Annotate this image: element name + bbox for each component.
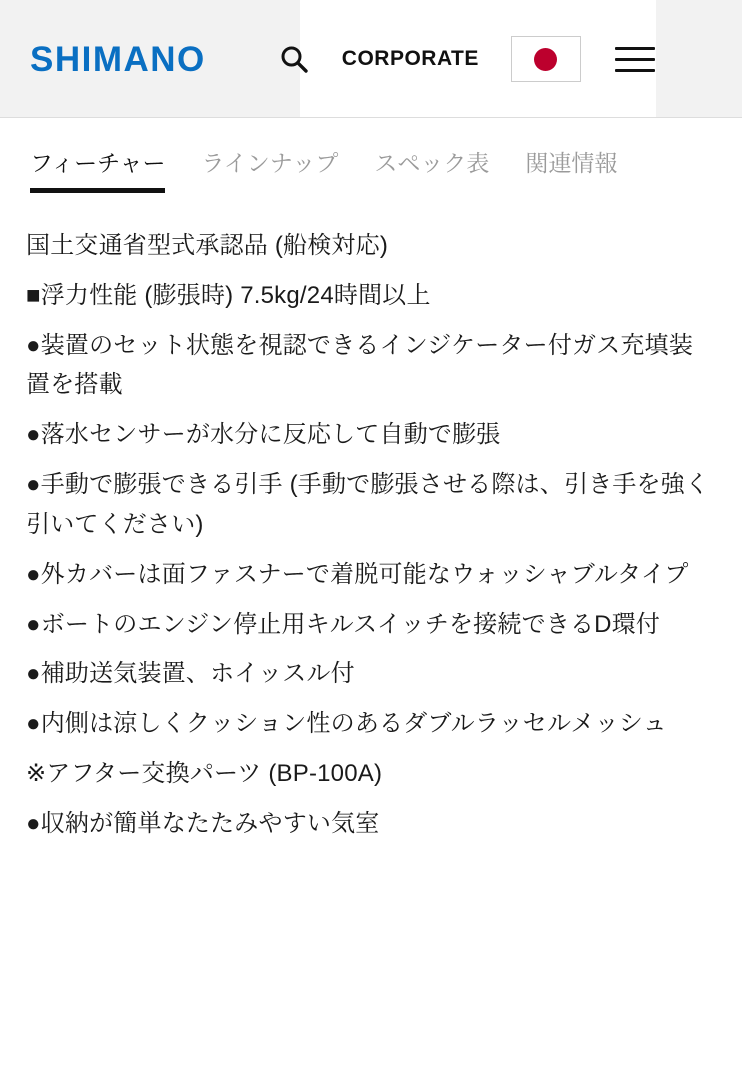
feature-item: ●内側は涼しくクッション性のあるダブルラッセルメッシュ bbox=[26, 710, 667, 738]
corporate-link[interactable]: CORPORATE bbox=[341, 47, 479, 70]
feature-item: ●落水センサーが水分に反応して自動で膨張 bbox=[26, 421, 501, 449]
tab-feature[interactable]: フィーチャー bbox=[12, 119, 183, 207]
menu-bar-3 bbox=[615, 69, 655, 72]
feature-item: ●収納が簡単なたたみやすい気室 bbox=[26, 809, 380, 837]
feature-item: ●外カバーは面ファスナーで着脱可能なウォッシャブルタイプ bbox=[26, 560, 689, 588]
tab-related-info[interactable]: 関連情報 bbox=[525, 150, 618, 176]
feature-item: ■浮力性能 (膨張時) 7.5kg/24時間以上 bbox=[26, 281, 431, 309]
search-icon[interactable] bbox=[274, 39, 314, 79]
flag-circle bbox=[534, 48, 557, 71]
tab-spec[interactable]: スペック表 bbox=[374, 150, 490, 176]
feature-list bbox=[0, 208, 742, 844]
feature-item: ●補助送気装置、ホイッスル付 bbox=[26, 660, 355, 688]
tab-lineup[interactable]: ラインナップ bbox=[201, 150, 339, 176]
japan-flag-icon[interactable] bbox=[511, 36, 581, 82]
hamburger-menu-icon[interactable] bbox=[615, 39, 661, 79]
feature-item: ●ボートのエンジン停止用キルスイッチを接続できるD環付 bbox=[26, 610, 661, 638]
feature-item: ※アフター交換パーツ (BP-100A) bbox=[26, 760, 383, 788]
section-tabs bbox=[0, 118, 742, 208]
feature-item: ●手動で膨張できる引手 (手動で膨張させる際は、引き手を強く引いてください) bbox=[26, 471, 710, 538]
shimano-logo[interactable]: SHIMANO bbox=[30, 39, 206, 79]
site-header bbox=[0, 0, 742, 118]
feature-item: 国土交通省型式承認品 (船検対応) bbox=[26, 232, 389, 259]
feature-item: ●装置のセット状態を視認できるインジケーター付ガス充填装置を搭載 bbox=[26, 331, 694, 399]
menu-bar-1 bbox=[615, 47, 655, 50]
menu-bar-2 bbox=[615, 58, 655, 61]
